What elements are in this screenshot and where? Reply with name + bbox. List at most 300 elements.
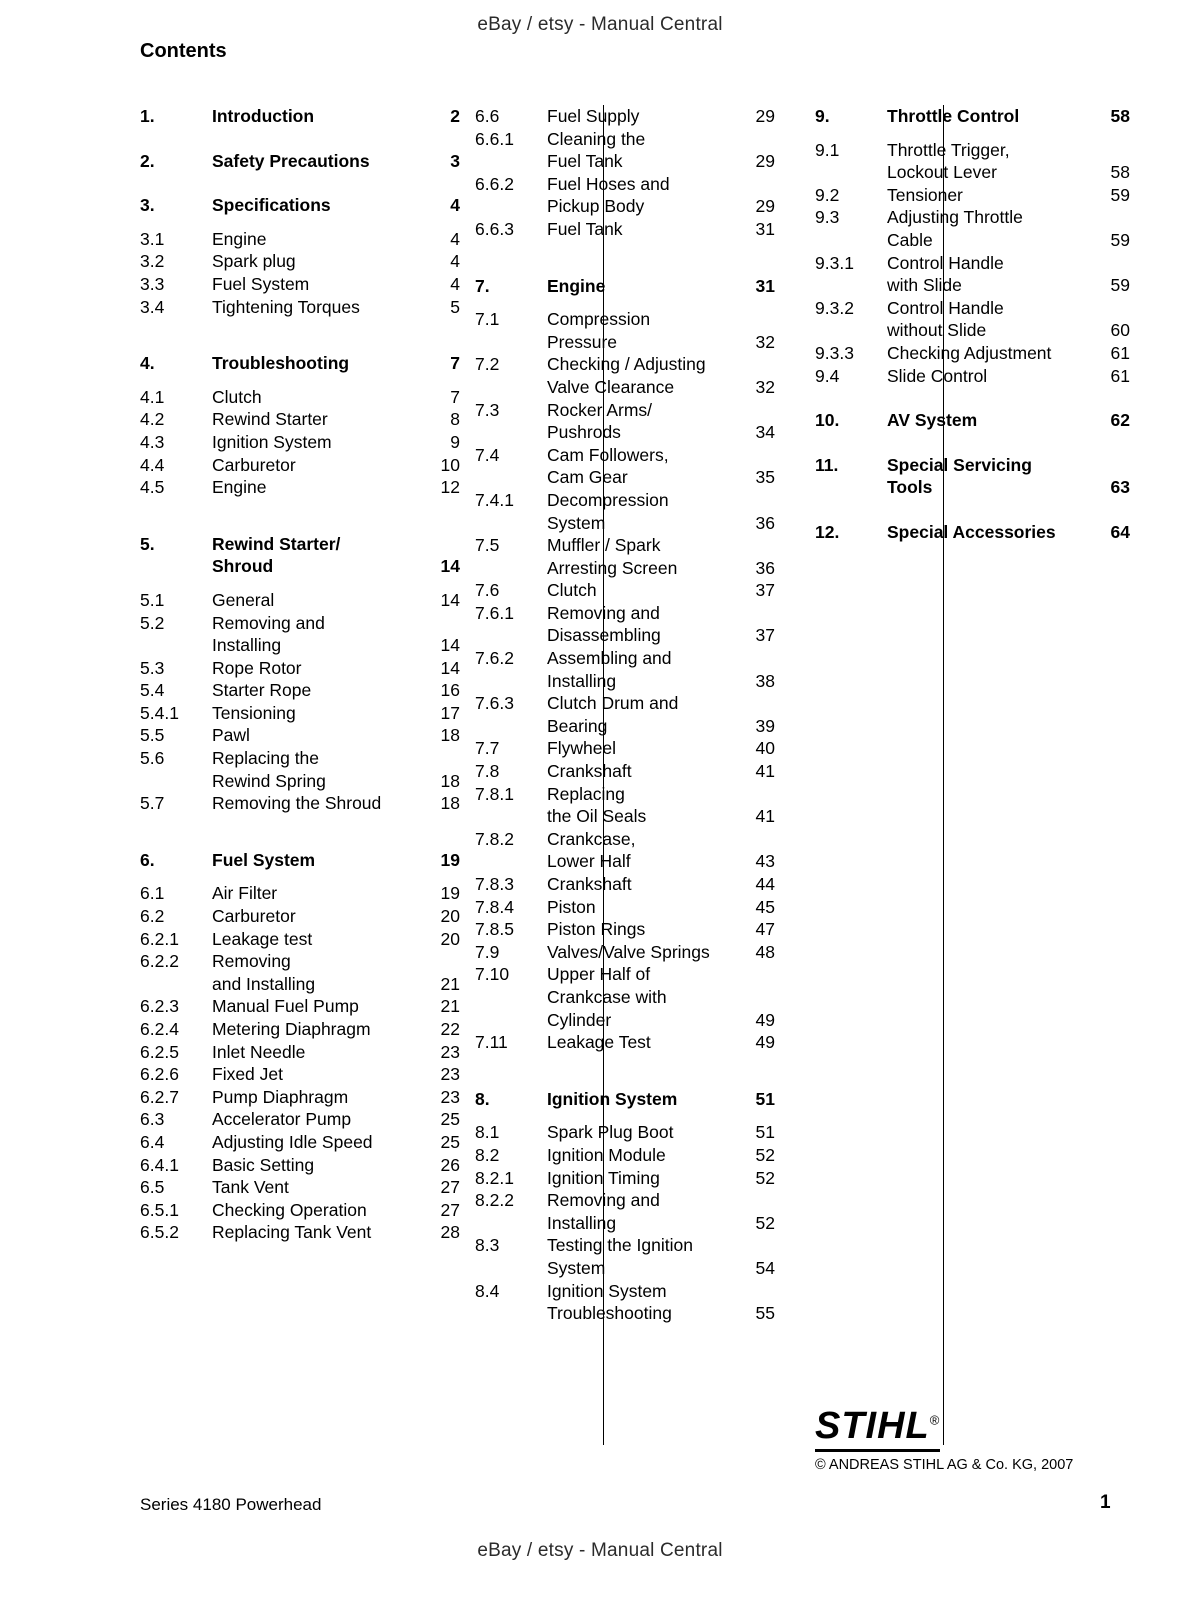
toc-entry[interactable]	[475, 376, 775, 399]
toc-entry-label: Ignition System	[212, 431, 332, 452]
toc-entry-number: 3.3	[140, 273, 165, 294]
toc-entry[interactable]	[475, 1280, 775, 1303]
toc-entry[interactable]	[140, 1199, 460, 1222]
toc-entry[interactable]	[475, 783, 775, 806]
toc-entry-page: 37	[755, 625, 775, 646]
toc-entry-label: Installing	[212, 635, 282, 656]
toc-entry[interactable]	[475, 1212, 775, 1235]
toc-entry[interactable]	[140, 1086, 460, 1109]
toc-entry-label: Crankshaft	[547, 761, 632, 782]
toc-entry[interactable]	[140, 849, 460, 872]
toc-entry-label: Cam Gear	[547, 467, 628, 488]
toc-entry[interactable]	[475, 128, 775, 151]
toc-entry-label: Removing and	[547, 1190, 660, 1211]
toc-entry[interactable]	[140, 1154, 460, 1177]
toc-entry-label: Cam Followers,	[547, 444, 669, 465]
toc-entry[interactable]	[475, 195, 775, 218]
toc-entry[interactable]	[475, 850, 775, 873]
toc-entry-label: Rocker Arms/	[547, 399, 653, 420]
page-title: Contents	[140, 40, 227, 62]
toc-entry-page: 19	[440, 883, 460, 904]
toc-entry-page: 59	[1110, 229, 1130, 250]
toc-entry-label: Testing the Ignition	[547, 1235, 693, 1256]
toc-entry[interactable]	[140, 352, 460, 375]
toc-entry[interactable]	[475, 941, 775, 964]
toc-entry[interactable]	[475, 1031, 775, 1054]
toc-entry[interactable]	[140, 905, 460, 928]
toc-entry-label: Spark Plug Boot	[547, 1122, 674, 1143]
watermark-top: eBay / etsy - Manual Central	[477, 14, 723, 35]
toc-entry[interactable]	[140, 273, 460, 296]
toc-entry[interactable]	[140, 1108, 460, 1131]
toc-entry[interactable]	[140, 973, 460, 996]
toc-entry-label: AV System	[887, 410, 978, 431]
toc-entry[interactable]	[475, 963, 775, 986]
toc-entry-number: 5.3	[140, 657, 165, 678]
toc-entry-page: 32	[755, 376, 775, 397]
toc-entry-number: 6.5.1	[140, 1199, 179, 1220]
toc-entry[interactable]	[140, 431, 460, 454]
toc-spacer	[140, 318, 460, 352]
toc-entry-page: 21	[440, 973, 460, 994]
toc-entry-label: Ignition Module	[547, 1144, 666, 1165]
toc-entry-label: Tensioner	[887, 184, 963, 205]
toc-entry-page: 27	[440, 1177, 460, 1198]
toc-entry-number: 5.4	[140, 680, 165, 701]
toc-entry-page: 59	[1110, 184, 1130, 205]
toc-entry-label: Fuel System	[212, 849, 316, 870]
toc-entry-number: 9.2	[815, 184, 840, 205]
footer-page-number: 1	[1100, 1492, 1111, 1513]
toc-entry-page: 2	[450, 106, 460, 126]
toc-spacer	[475, 241, 775, 275]
toc-entry-label: Removing	[212, 951, 291, 972]
toc-entry-page: 27	[440, 1199, 460, 1220]
toc-spacer	[815, 128, 1130, 139]
toc-entry[interactable]	[475, 918, 775, 941]
toc-entry[interactable]	[140, 250, 460, 273]
toc-entry[interactable]	[475, 1189, 775, 1212]
toc-entry-label: Leakage Test	[547, 1032, 651, 1053]
toc-entry[interactable]	[815, 252, 1130, 275]
toc-entry[interactable]	[475, 466, 775, 489]
toc-entry-page: 21	[440, 996, 460, 1017]
toc-entry-page: 44	[755, 874, 775, 894]
toc-entry-label: Ignition System	[547, 1280, 667, 1301]
toc-entry-label: Arresting Screen	[547, 557, 678, 578]
toc-entry-label: Carburetor	[212, 906, 296, 927]
toc-spacer	[140, 217, 460, 228]
toc-entry-label: Replacing Tank Vent	[212, 1222, 372, 1243]
toc-entry-number: 7.3	[475, 399, 500, 420]
toc-entry-number: 4.1	[140, 386, 165, 407]
toc-entry-label: Removing the Shroud	[212, 793, 382, 814]
toc-entry[interactable]	[815, 365, 1130, 388]
toc-entry[interactable]	[475, 1088, 775, 1111]
toc-entry[interactable]	[815, 454, 1130, 477]
toc-entry[interactable]	[140, 1063, 460, 1086]
toc-entry-number: 9.3.2	[815, 297, 854, 318]
toc-entry[interactable]	[140, 724, 460, 747]
toc-entry[interactable]	[140, 679, 460, 702]
toc-entry-page: 4	[450, 251, 460, 272]
toc-entry[interactable]	[475, 828, 775, 851]
toc-entry[interactable]	[140, 1176, 460, 1199]
toc-entry[interactable]	[475, 421, 775, 444]
toc-entry[interactable]	[815, 161, 1130, 184]
toc-entry-number: 7.	[475, 275, 490, 296]
toc-entry-label: Control Handle	[887, 297, 1004, 318]
toc-entry[interactable]	[475, 602, 775, 625]
toc-entry[interactable]	[475, 150, 775, 173]
toc-entry-label: Cylinder	[547, 1009, 612, 1030]
toc-entry-number: 3.	[140, 195, 155, 216]
toc-entry[interactable]	[140, 792, 460, 815]
toc-entry-number: 8.2.1	[475, 1167, 514, 1188]
toc-entry-label: Rope Rotor	[212, 657, 302, 678]
toc-entry-page: 54	[755, 1257, 775, 1278]
toc-entry[interactable]	[475, 1144, 775, 1167]
toc-entry-number: 6.2.4	[140, 1019, 179, 1039]
toc-entry-number: 7.8	[475, 761, 500, 782]
toc-entry-page: 29	[755, 151, 775, 172]
toc-entry[interactable]	[815, 184, 1130, 207]
toc-entry[interactable]	[475, 557, 775, 580]
toc-entry-label: Crankcase with	[547, 986, 667, 1007]
toc-entry-label: Clutch Drum and	[547, 693, 679, 714]
toc-entry-label: Crankcase,	[547, 828, 636, 849]
toc-entry[interactable]	[815, 319, 1130, 342]
toc-entry-number: 7.8.4	[475, 896, 514, 917]
toc-entry[interactable]	[140, 1221, 460, 1244]
toc-entry-page: 35	[755, 467, 775, 488]
toc-entry[interactable]	[475, 489, 775, 512]
toc-entry[interactable]	[475, 331, 775, 354]
toc-entry[interactable]	[140, 1041, 460, 1064]
toc-entry[interactable]	[815, 206, 1130, 229]
toc-spacer	[140, 578, 460, 589]
toc-entry[interactable]	[140, 612, 460, 635]
toc-entry-page: 36	[755, 557, 775, 578]
toc-entry-label: Fuel Hoses and	[547, 173, 670, 194]
toc-entry[interactable]	[140, 950, 460, 973]
toc-entry-label: Fuel Supply	[547, 106, 640, 126]
toc-entry-label: Lower Half	[547, 851, 631, 872]
toc-entry-label: Decompression	[547, 489, 669, 510]
toc-entry-page: 23	[440, 1041, 460, 1062]
toc-entry-number: 7.8.3	[475, 874, 514, 894]
toc-entry[interactable]	[140, 408, 460, 431]
toc-entry-number: 4.	[140, 353, 155, 374]
toc-entry-label: Installing	[547, 1212, 617, 1233]
toc-entry-page: 14	[440, 635, 460, 656]
toc-entry-page: 61	[1110, 342, 1130, 363]
toc-entry-label: Engine	[547, 275, 606, 296]
toc-entry-page: 52	[755, 1212, 775, 1233]
brand-text: STIHL	[815, 1405, 930, 1447]
toc-entry-label: Pump Diaphragm	[212, 1086, 349, 1107]
toc-entry-label: Checking Operation	[212, 1199, 367, 1220]
toc-entry[interactable]	[140, 1018, 460, 1041]
toc-entry-label: Checking / Adjusting	[547, 354, 706, 375]
toc-entry-number: 5.1	[140, 589, 165, 610]
toc-entry[interactable]	[140, 1131, 460, 1154]
toc-entry-page: 26	[440, 1154, 460, 1175]
toc-entry[interactable]	[140, 194, 460, 217]
toc-entry-number: 8.3	[475, 1235, 500, 1256]
toc-entry-number: 6.	[140, 849, 155, 870]
toc-entry-label: Piston	[547, 896, 596, 917]
toc-entry[interactable]	[475, 692, 775, 715]
toc-entry-label: Disassembling	[547, 625, 661, 646]
toc-entry-number: 8.	[475, 1088, 490, 1109]
toc-entry-number: 7.6.1	[475, 602, 514, 623]
toc-entry-page: 43	[755, 851, 775, 872]
toc-entry-label: Throttle Trigger,	[887, 139, 1010, 160]
toc-entry-number: 4.3	[140, 431, 165, 452]
toc-entry-label: Lockout Lever	[887, 162, 997, 183]
toc-entry[interactable]	[475, 1121, 775, 1144]
toc-entry-number: 5.4.1	[140, 702, 179, 723]
toc-entry-label: Valve Clearance	[547, 376, 675, 397]
toc-entry-number: 7.5	[475, 535, 500, 556]
toc-entry-page: 34	[755, 422, 775, 443]
toc-entry-label: Pickup Body	[547, 196, 645, 217]
toc-entry-label: Replacing	[547, 783, 625, 804]
toc-entry-number: 6.4.1	[140, 1154, 179, 1175]
toc-entry[interactable]	[140, 454, 460, 477]
toc-entry-label: Rewind Starter	[212, 409, 328, 430]
toc-spacer	[140, 128, 460, 150]
toc-entry-page: 61	[1110, 365, 1130, 386]
toc-entry-page: 23	[440, 1086, 460, 1107]
toc-entry[interactable]	[475, 1302, 775, 1325]
toc-entry[interactable]	[140, 296, 460, 319]
toc-entry-label: Flywheel	[547, 738, 617, 759]
toc-entry[interactable]	[140, 882, 460, 905]
toc-entry[interactable]	[815, 139, 1130, 162]
toc-spacer	[475, 1054, 775, 1088]
toc-column-1	[140, 105, 460, 1244]
toc-entry-label: Cable	[887, 229, 933, 250]
toc-entry-page: 49	[755, 1009, 775, 1030]
toc-entry[interactable]	[140, 928, 460, 951]
toc-entry-number: 1.	[140, 106, 155, 126]
toc-entry[interactable]	[140, 702, 460, 725]
toc-entry-label: Basic Setting	[212, 1154, 315, 1175]
toc-entry-number: 5.7	[140, 793, 165, 814]
toc-entry-label: Bearing	[547, 715, 608, 736]
toc-entry-number: 6.2.7	[140, 1086, 179, 1107]
toc-entry-page: 32	[755, 331, 775, 352]
toc-entry[interactable]	[475, 105, 775, 128]
toc-entry-label: Muffler / Spark	[547, 535, 661, 556]
toc-entry-label: Special Servicing	[887, 454, 1032, 475]
toc-spacer	[815, 499, 1130, 521]
toc-entry[interactable]	[140, 476, 460, 499]
toc-entry-number: 6.2.2	[140, 951, 179, 972]
toc-entry-number: 6.2.3	[140, 996, 179, 1017]
toc-entry-label: Shroud	[212, 556, 274, 577]
toc-entry[interactable]	[140, 747, 460, 770]
toc-entry[interactable]	[140, 105, 460, 128]
toc-entry-label: Metering Diaphragm	[212, 1019, 371, 1039]
toc-entry[interactable]	[140, 150, 460, 173]
toc-entry[interactable]	[475, 218, 775, 241]
toc-entry-page: 51	[755, 1088, 775, 1109]
toc-entry-page: 4	[450, 228, 460, 249]
toc-entry-label: Air Filter	[212, 883, 278, 904]
toc-entry-number: 7.6.3	[475, 693, 514, 714]
toc-entry[interactable]	[815, 409, 1130, 432]
toc-entry-label: Starter Rope	[212, 680, 312, 701]
toc-entry-number: 9.	[815, 106, 830, 126]
toc-entry-page: 37	[755, 580, 775, 601]
toc-entry-label: Carburetor	[212, 454, 296, 475]
toc-entry-page: 60	[1110, 320, 1130, 341]
toc-entry-number: 3.4	[140, 296, 165, 317]
toc-entry-page: 52	[755, 1144, 775, 1165]
toc-column-3	[815, 105, 1130, 544]
toc-entry[interactable]	[475, 353, 775, 376]
stihl-logo-block	[815, 1405, 1125, 1473]
toc-entry-number: 9.3.3	[815, 342, 854, 363]
toc-entry-label: Special Accessories	[887, 521, 1056, 542]
toc-entry[interactable]	[140, 533, 460, 556]
toc-entry-number: 7.9	[475, 941, 500, 962]
toc-entry[interactable]	[475, 173, 775, 196]
toc-entry[interactable]	[475, 534, 775, 557]
toc-entry-page: 58	[1110, 162, 1130, 183]
toc-entry-number: 5.6	[140, 748, 165, 769]
toc-entry-label: Piston Rings	[547, 919, 646, 940]
toc-entry-label: Removing and	[212, 612, 325, 633]
toc-entry-label: Specifications	[212, 195, 331, 216]
toc-entry[interactable]	[475, 873, 775, 896]
toc-entry-label: Replacing the	[212, 748, 320, 769]
toc-entry-label: Pressure	[547, 331, 618, 352]
toc-entry-number: 6.2.6	[140, 1064, 179, 1085]
toc-entry-label: Removing and	[547, 602, 660, 623]
toc-entry[interactable]	[815, 521, 1130, 544]
toc-entry[interactable]	[475, 275, 775, 298]
toc-entry-page: 5	[450, 296, 460, 317]
toc-entry[interactable]	[140, 555, 460, 578]
toc-entry[interactable]	[475, 512, 775, 535]
toc-entry-label: System	[547, 1257, 606, 1278]
toc-entry[interactable]	[140, 657, 460, 680]
toc-entry[interactable]	[140, 228, 460, 251]
toc-entry[interactable]	[475, 1167, 775, 1190]
toc-entry[interactable]	[140, 634, 460, 657]
toc-entry-number: 6.5	[140, 1177, 165, 1198]
toc-entry-label: Pawl	[212, 725, 250, 746]
toc-entry[interactable]	[475, 624, 775, 647]
toc-entry[interactable]	[475, 647, 775, 670]
toc-entry-label: Troubleshooting	[547, 1303, 672, 1324]
toc-entry-page: 16	[440, 680, 460, 701]
toc-entry[interactable]	[475, 737, 775, 760]
toc-entry[interactable]	[475, 444, 775, 467]
toc-entry-page: 49	[755, 1032, 775, 1053]
toc-entry-label: Cleaning the	[547, 128, 646, 149]
toc-entry-label: Clutch	[212, 386, 262, 407]
toc-entry[interactable]	[140, 386, 460, 409]
toc-entry-page: 29	[755, 106, 775, 126]
toc-entry-label: Engine	[212, 477, 267, 498]
toc-entry-label: Accelerator Pump	[212, 1109, 352, 1130]
toc-entry-label: Adjusting Idle Speed	[212, 1131, 373, 1152]
toc-entry[interactable]	[475, 1234, 775, 1257]
toc-entry-page: 47	[755, 919, 775, 940]
toc-entry-number: 9.1	[815, 139, 840, 160]
toc-entry[interactable]	[475, 399, 775, 422]
toc-column-2	[475, 105, 775, 1325]
toc-entry-number: 6.2	[140, 906, 165, 927]
toc-entry-label: Tools	[887, 477, 933, 498]
toc-entry[interactable]	[815, 297, 1130, 320]
toc-entry-number: 6.6.3	[475, 218, 514, 239]
toc-entry[interactable]	[815, 274, 1130, 297]
toc-entry-number: 7.10	[475, 964, 510, 985]
toc-entry-number: 8.1	[475, 1122, 500, 1143]
toc-entry[interactable]	[140, 770, 460, 793]
toc-spacer	[140, 375, 460, 386]
toc-entry-number: 2.	[140, 150, 155, 171]
toc-entry-label: Tightening Torques	[212, 296, 360, 317]
toc-entry-label: General	[212, 589, 275, 610]
toc-entry[interactable]	[475, 308, 775, 331]
toc-entry-label: Compression	[547, 309, 651, 330]
toc-entry-number: 4.5	[140, 477, 165, 498]
toc-entry-label: Leakage test	[212, 928, 313, 949]
toc-entry-page: 59	[1110, 275, 1130, 296]
toc-entry-page: 64	[1110, 521, 1130, 542]
toc-entry[interactable]	[815, 476, 1130, 499]
toc-entry-page: 19	[440, 849, 460, 870]
toc-entry[interactable]	[475, 579, 775, 602]
toc-entry-page: 63	[1110, 477, 1130, 498]
toc-entry-number: 8.2	[475, 1144, 500, 1165]
toc-entry[interactable]	[815, 229, 1130, 252]
toc-entry-page: 58	[1110, 106, 1130, 126]
toc-spacer	[815, 387, 1130, 409]
toc-entry-label: Tank Vent	[212, 1177, 289, 1198]
toc-entry[interactable]	[475, 760, 775, 783]
toc-entry[interactable]	[475, 986, 775, 1009]
toc-entry[interactable]	[140, 589, 460, 612]
toc-entry[interactable]	[475, 896, 775, 919]
toc-spacer	[140, 871, 460, 882]
toc-entry-label: Adjusting Throttle	[887, 207, 1023, 228]
toc-entry[interactable]	[475, 805, 775, 828]
toc-entry-number: 6.4	[140, 1131, 165, 1152]
toc-entry[interactable]	[815, 342, 1130, 365]
toc-entry[interactable]	[815, 105, 1130, 128]
toc-entry-label: Introduction	[212, 106, 315, 126]
toc-entry-page: 9	[450, 431, 460, 452]
toc-entry[interactable]	[140, 995, 460, 1018]
toc-entry-page: 23	[440, 1064, 460, 1085]
toc-entry[interactable]	[475, 1257, 775, 1280]
toc-entry[interactable]	[475, 1009, 775, 1032]
toc-entry[interactable]	[475, 715, 775, 738]
toc-entry-label: Checking Adjustment	[887, 342, 1052, 363]
toc-entry-number: 6.6.1	[475, 128, 514, 149]
registered-mark: ®	[929, 1412, 941, 1428]
toc-entry[interactable]	[475, 670, 775, 693]
toc-entry-page: 29	[755, 196, 775, 217]
